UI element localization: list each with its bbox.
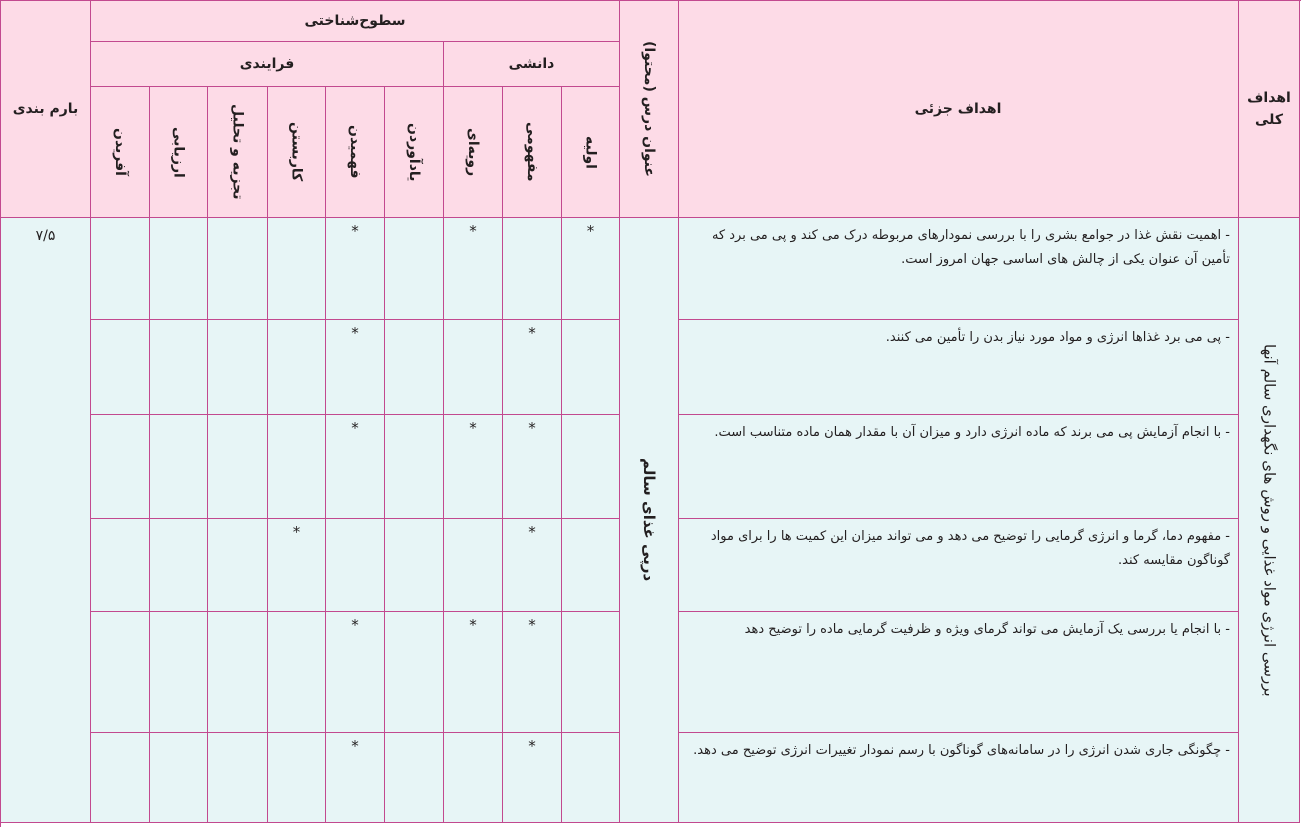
mark-cell-mafhoomi [503,320,562,415]
mark-cell-avalie [562,733,620,823]
mark-cell-raveyi [444,415,503,519]
mark-cell-tajzie [208,519,268,612]
mark-cell-mafhoomi [503,733,562,823]
star-mark: * [469,616,477,634]
mark-cell-raveyi [444,612,503,733]
score-cell: ۷/۵ [1,218,91,823]
mark-cell-fahmidan [326,320,385,415]
mark-cell-yadavardan [385,733,444,823]
mark-cell-afaridan [91,415,150,519]
goals-body [679,218,1300,823]
mark-cell-mafhoomi [503,519,562,612]
mark-cell-avalie [562,320,620,415]
mark-cell-avalie [562,218,620,320]
mark-cell-fahmidan [326,218,385,320]
mark-cell-afaridan [91,218,150,320]
mark-cell-mafhoomi [503,218,562,320]
mark-cell-tajzie [208,415,268,519]
mark-cell-arzyabi [150,733,208,823]
star-mark: * [586,222,595,240]
col-tajzie-label: تجزیه و تحلیل [229,104,246,200]
col-karbastan [268,87,326,218]
star-mark: * [528,616,536,634]
col-yadavardan [385,87,444,218]
mark-cell-arzyabi [150,415,208,519]
mark-cell-mafhoomi [503,415,562,519]
scoring-header: بارم بندی [1,1,91,218]
mark-cell-raveyi [444,218,503,320]
mark-cell-arzyabi [150,218,208,320]
star-mark: * [528,523,536,541]
col-fahmidan-label: فهمیدن [347,125,363,179]
mark-cell-afaridan [91,519,150,612]
mark-cell-arzyabi [150,320,208,415]
general-goal-label: بررسی انرژی مواد غذایی و روش های نگهداری سالم آنها [1260,343,1279,697]
mark-cell-mafhoomi [503,612,562,733]
partial-goal-2: - پی می برد غذاها انرژی و مواد مورد نیاز بدن را تأمین می کنند. [679,320,1239,415]
mark-cell-karbastan [268,218,326,320]
star-mark: * [528,737,536,755]
lesson-title-header [620,1,679,218]
goals-header [679,1,1300,218]
partial-goal-4: - مفهوم دما، گرما و انرژی گرمایی را توضیح می دهد و می تواند میزان این کمیت ها را برای مواد گوناگون مقایسه کند. [679,519,1239,612]
mark-cell-avalie [562,612,620,733]
cognitive-levels-header: سطوح‌شناختی [91,1,620,42]
lesson-label: درپی غذای سالم [640,458,658,582]
lesson-cell [620,218,679,823]
lesson-title-header-label: عنوان درس (محتوا) [641,41,657,177]
mark-cell-karbastan [268,612,326,733]
mark-cell-afaridan [91,733,150,823]
mark-cell-yadavardan [385,218,444,320]
col-raveyi-label: رویه‌ای [465,127,481,177]
star-mark: * [351,324,359,342]
mark-cell-yadavardan [385,320,444,415]
star-mark: * [351,222,359,240]
mark-cell-raveyi [444,519,503,612]
mark-cell-yadavardan [385,612,444,733]
mark-cell-tajzie [208,612,268,733]
partial-goal-3: - با انجام آزمایش پی می برند که ماده انرژی دارد و میزان آن با مقدار همان ماده متناسب است. [679,415,1239,519]
mark-cell-fahmidan [326,519,385,612]
col-arzyabi-label: ارزیابی [170,126,187,178]
mark-cell-karbastan [268,320,326,415]
mark-cell-tajzie [208,218,268,320]
general-goals-header: اهداف کلی [1247,90,1291,128]
mark-cell-fahmidan [326,415,385,519]
star-mark: * [528,324,536,342]
star-mark: * [292,523,301,541]
general-goal-cell [1239,218,1300,823]
mark-cell-fahmidan [326,612,385,733]
mark-cell-raveyi [444,320,503,415]
mark-cell-avalie [562,415,620,519]
star-mark: * [469,222,477,240]
mark-cell-yadavardan [385,519,444,612]
star-mark: * [351,737,359,755]
mark-cell-tajzie [208,320,268,415]
knowledge-header: دانشی [444,42,620,87]
star-mark: * [528,419,536,437]
mark-cell-fahmidan [326,733,385,823]
mark-cell-yadavardan [385,415,444,519]
col-karbastan-label: کاربستن [288,122,305,182]
col-yadavardan-label: یادآوردن [406,122,422,182]
partial-goals-header: اهداف جزئی [679,1,1239,217]
mark-cell-karbastan [268,519,326,612]
star-mark: * [351,616,359,634]
mark-cell-arzyabi [150,612,208,733]
partial-goal-1: - اهمیت نقش غذا در جوامع بشری را با بررسی نمودارهای مربوطه درک می کند و پی می برد که تأمین آن عنوان یکی از چالش های اساسی جهان امروز است. [679,218,1239,320]
col-avalie-label: اولیه [582,135,599,169]
mark-cell-karbastan [268,733,326,823]
mark-cell-avalie [562,519,620,612]
mark-cell-afaridan [91,612,150,733]
col-afaridan [91,87,150,218]
col-fahmidan [326,87,385,218]
star-mark: * [351,419,359,437]
col-tajzie [208,87,268,218]
partial-goal-6: - چگونگی جاری شدن انرژی را در سامانه‌های گوناگون با رسم نمودار تغییرات انرژی توضیح می دهد. [679,733,1239,823]
col-arzyabi [150,87,208,218]
procedural-header: فرایندی [91,42,444,87]
col-avalie [562,87,620,218]
mark-cell-raveyi [444,733,503,823]
partial-goal-5: - با انجام یا بررسی یک آزمایش می تواند گرمای ویژه و ظرفیت گرمایی ماده را توضیح دهد [679,612,1239,733]
col-mafhoomi-label: مفهومی [524,122,540,182]
mark-cell-tajzie [208,733,268,823]
col-raveyi [444,87,503,218]
mark-cell-karbastan [268,415,326,519]
mark-cell-afaridan [91,320,150,415]
col-mafhoomi [503,87,562,218]
col-afaridan-label: آفریدن [112,128,128,176]
mark-cell-arzyabi [150,519,208,612]
star-mark: * [469,419,477,437]
